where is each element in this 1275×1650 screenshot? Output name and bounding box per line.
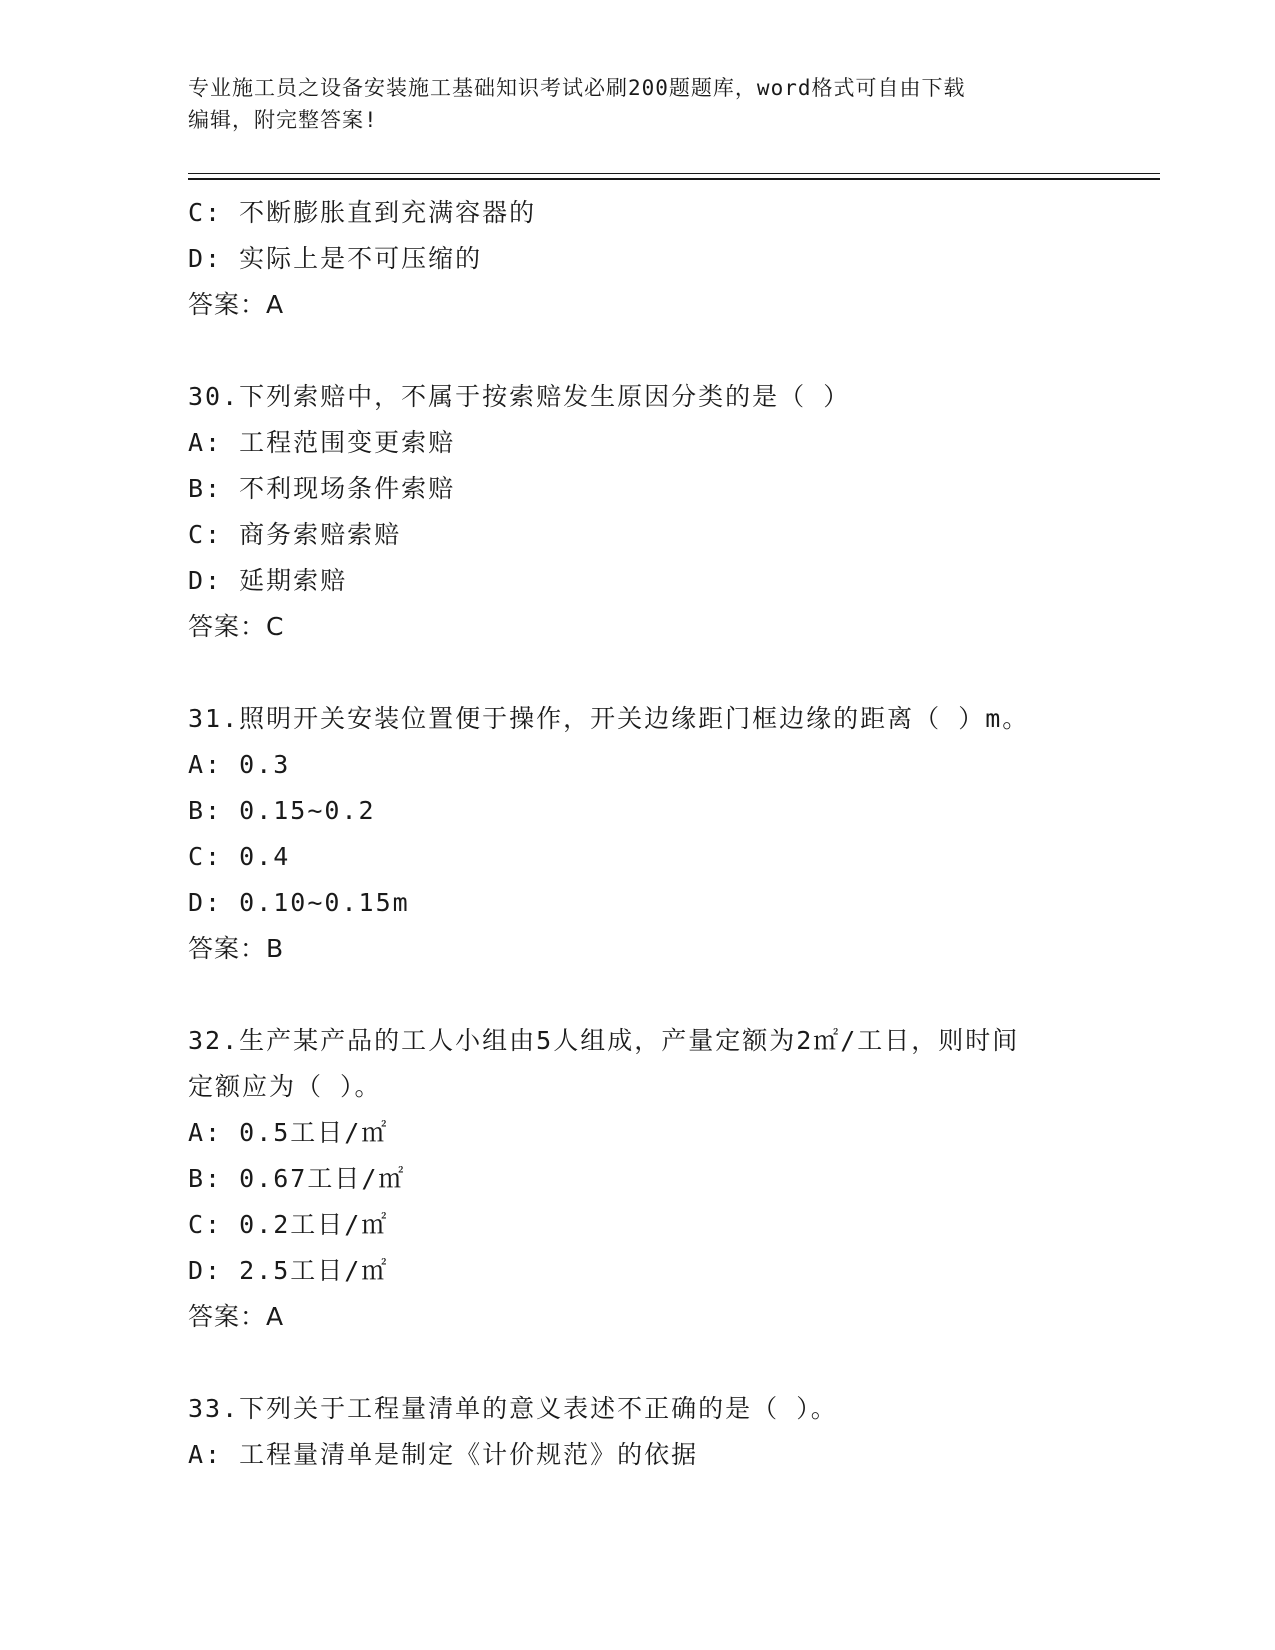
question-list — [188, 190, 1148, 1478]
option-b: B: 0.67工日/㎡ — [188, 1164, 406, 1193]
question-block-31 — [188, 696, 1148, 972]
answer-line: 答案：A — [188, 1302, 285, 1331]
question-block-29-continued — [188, 190, 1148, 328]
option-b: B: 不利现场条件索赔 — [188, 474, 456, 503]
option-c: C: 0.4 — [188, 842, 291, 871]
document-header — [188, 72, 1088, 136]
option-b: B: 0.15~0.2 — [188, 796, 376, 825]
question-stem: 30.下列索赔中，不属于按索赔发生原因分类的是（ ） — [188, 382, 851, 411]
header-title-line-2: 编辑，附完整答案! — [188, 108, 378, 132]
option-d: D: 延期索赔 — [188, 566, 348, 595]
question-stem: 31.照明开关安装位置便于操作，开关边缘距门框边缘的距离（ ）m。 — [188, 704, 1030, 733]
option-d: D: 2.5工日/㎡ — [188, 1256, 389, 1285]
question-stem-line-1: 32.生产某产品的工人小组由5人组成，产量定额为2㎡/工日，则时间 — [188, 1026, 1020, 1055]
answer-line: 答案：A — [188, 290, 285, 319]
question-stem: 33.下列关于工程量清单的意义表述不正确的是（ ）。 — [188, 1394, 838, 1423]
option-a: A: 0.3 — [188, 750, 291, 779]
option-a: A: 0.5工日/㎡ — [188, 1118, 389, 1147]
option-a: A: 工程量清单是制定《计价规范》的依据 — [188, 1440, 699, 1469]
option-d: D: 0.10~0.15m — [188, 888, 410, 917]
option-c: C: 商务索赔索赔 — [188, 520, 402, 549]
option-a: A: 工程范围变更索赔 — [188, 428, 456, 457]
option-d: D: 实际上是不可压缩的 — [188, 244, 483, 273]
question-block-33 — [188, 1386, 1148, 1478]
question-block-32 — [188, 1018, 1148, 1340]
option-c: C: 不断膨胀直到充满容器的 — [188, 198, 537, 227]
spacer — [188, 328, 1148, 374]
spacer — [188, 650, 1148, 696]
answer-line: 答案：C — [188, 612, 285, 641]
answer-line: 答案：B — [188, 934, 285, 963]
spacer — [188, 972, 1148, 1018]
header-divider-thin — [188, 173, 1160, 174]
question-stem-line-2: 定额应为（ ）。 — [188, 1072, 382, 1101]
spacer — [188, 1340, 1148, 1386]
header-title-line-1: 专业施工员之设备安装施工基础知识考试必刷200题题库，word格式可自由下载 — [188, 76, 966, 100]
header-divider-thick — [188, 178, 1160, 180]
option-c: C: 0.2工日/㎡ — [188, 1210, 389, 1239]
question-block-30 — [188, 374, 1148, 650]
